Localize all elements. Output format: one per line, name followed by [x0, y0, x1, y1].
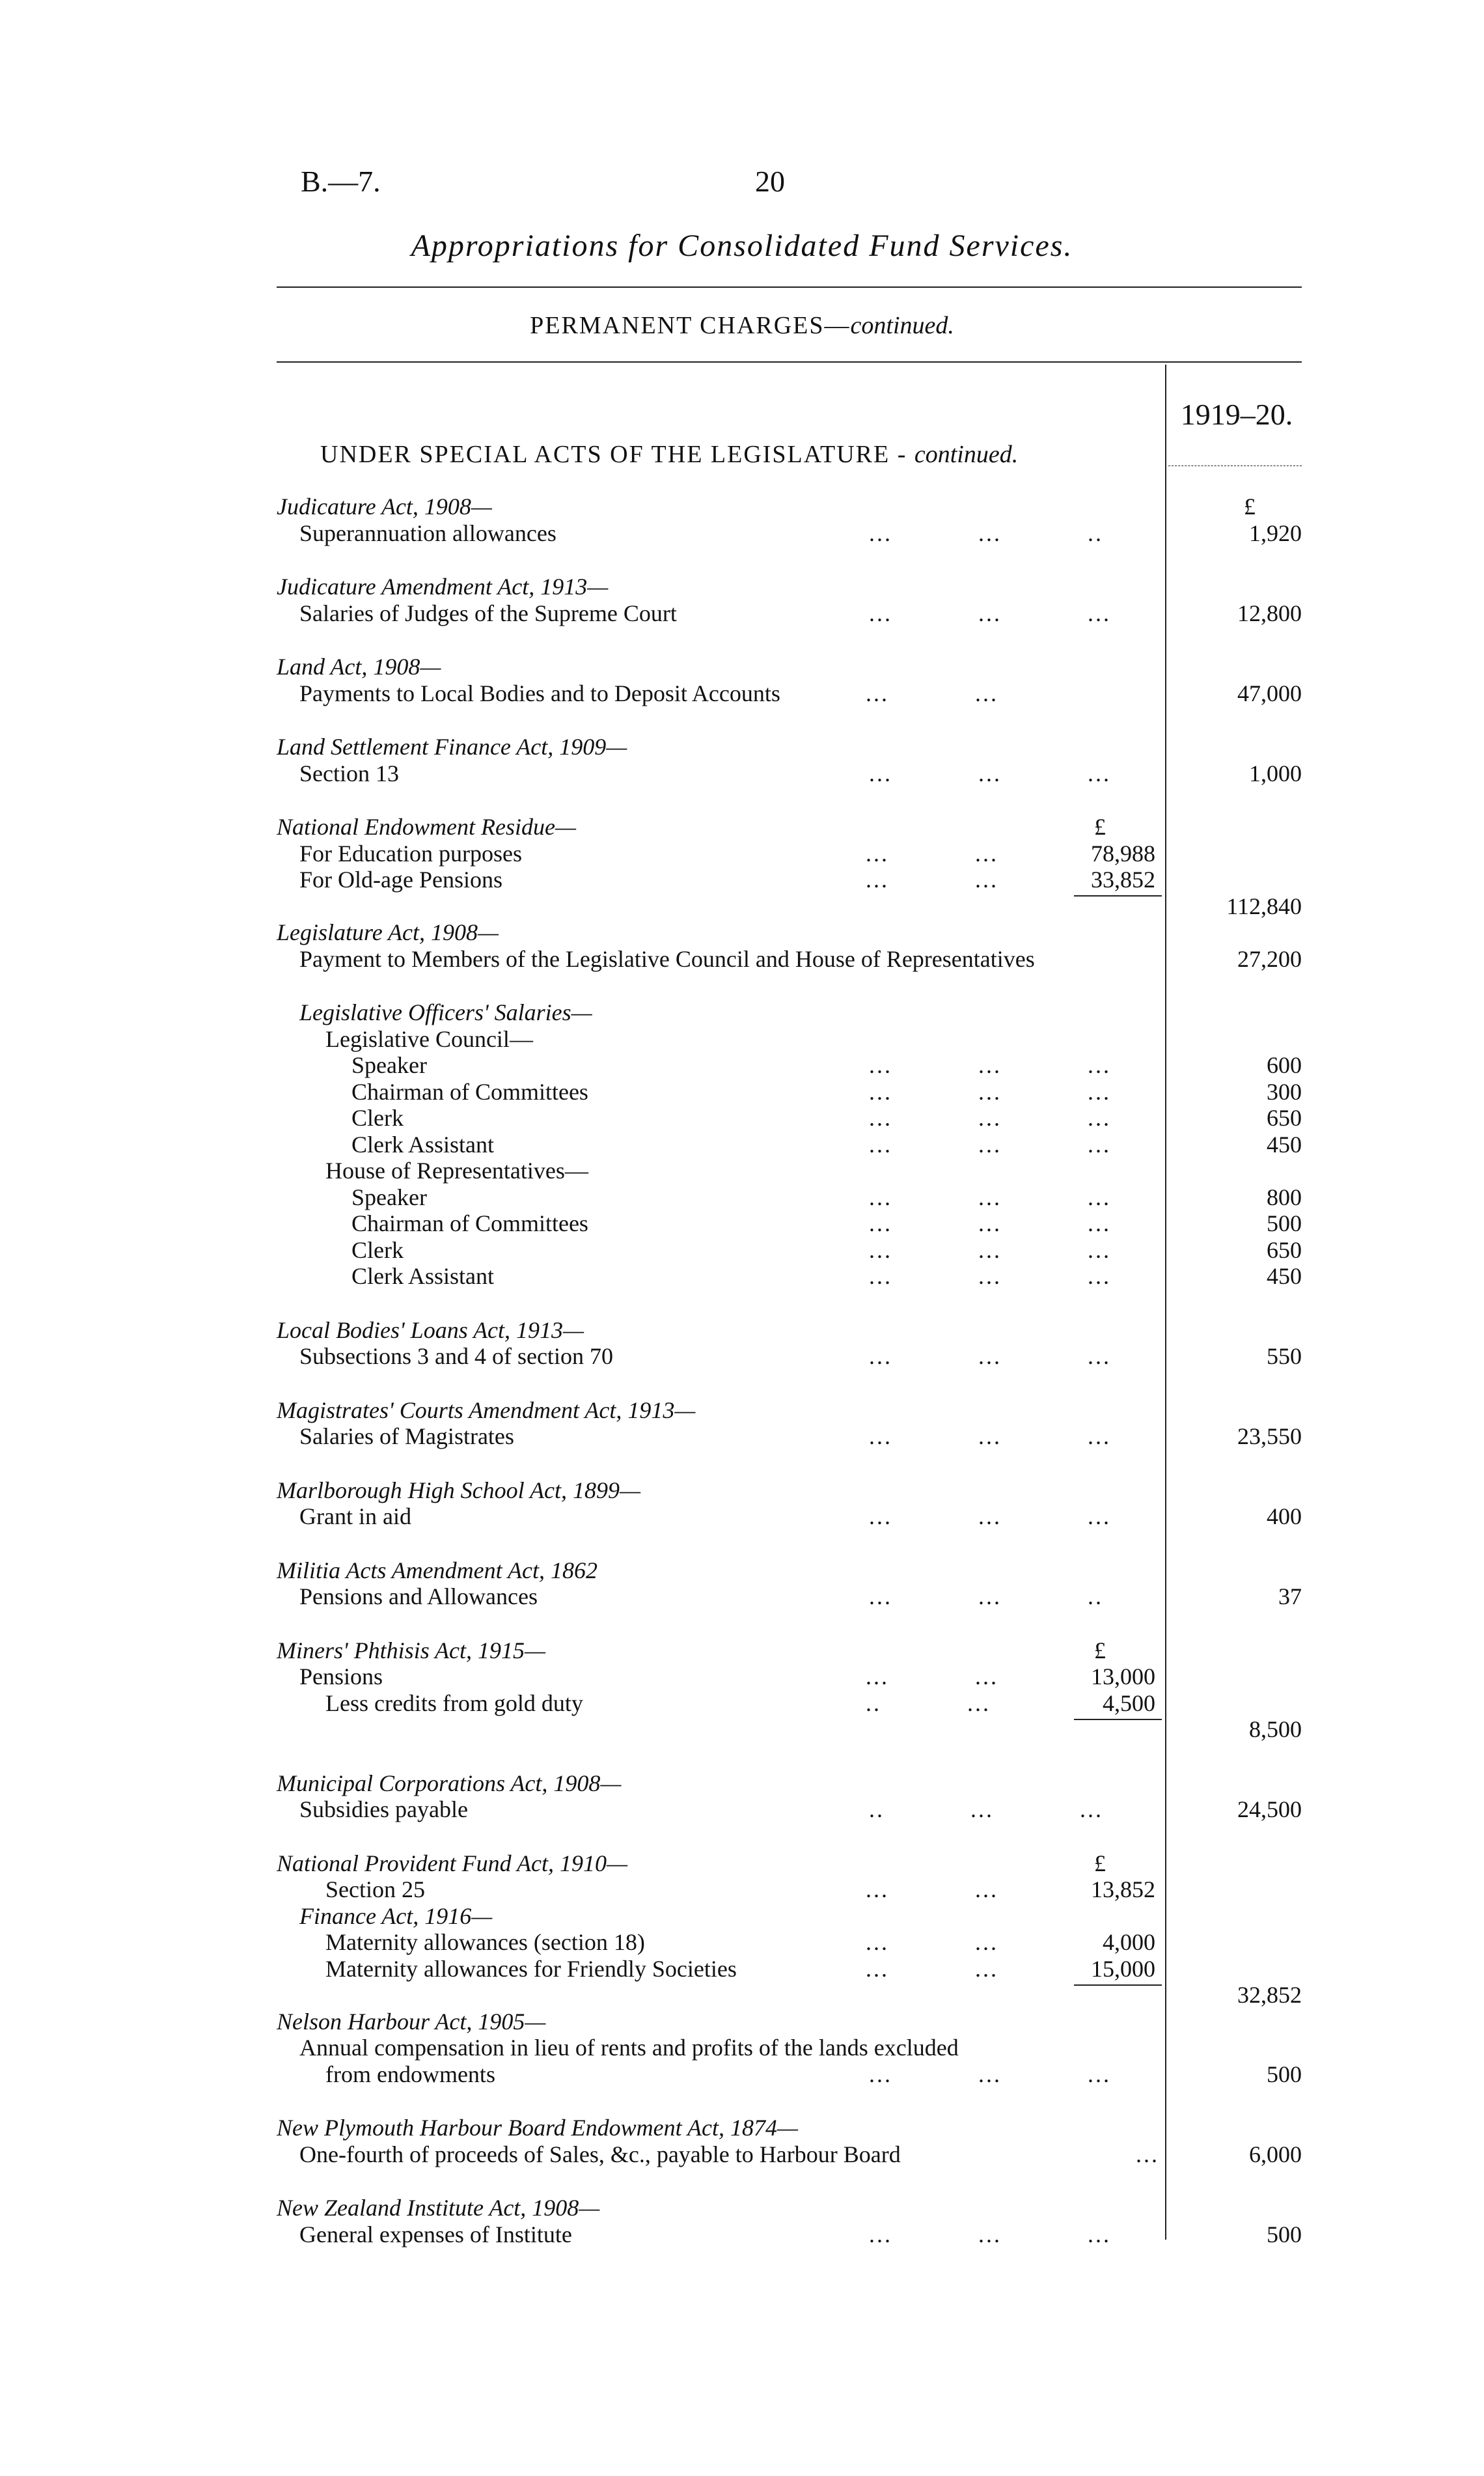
appropriation-amount: 47,000: [1237, 680, 1302, 706]
table-row: [0, 2141, 1302, 2167]
item-label: Clerk Assistant: [351, 1263, 495, 1289]
act-heading: Miners' Phthisis Act, 1915—: [277, 1637, 546, 1663]
subtotal-amount: £: [1094, 1850, 1106, 1876]
item-label: from endowments: [325, 2061, 495, 2087]
table-row: [0, 520, 1302, 546]
appropriation-amount: 32,852: [1237, 1982, 1302, 2008]
leader-dots: ... ... ...: [869, 2061, 1111, 2087]
subtotal-amount: £: [1094, 814, 1106, 840]
table-row: [0, 1903, 1302, 1929]
table-row: [0, 867, 1302, 893]
act-heading: New Zealand Institute Act, 1908—: [277, 2195, 600, 2221]
act-heading: National Endowment Residue—: [277, 814, 576, 840]
appropriation-amount: 24,500: [1237, 1796, 1302, 1822]
table-row: [0, 2221, 1302, 2247]
table-row: [0, 2009, 1302, 2035]
subtotal-amount: 4,000: [1103, 1929, 1155, 1955]
item-label: Salaries of Judges of the Supreme Court: [299, 600, 677, 626]
appropriation-amount: 500: [1267, 2221, 1302, 2247]
appropriation-amount: 450: [1267, 1263, 1302, 1289]
act-heading: Judicature Amendment Act, 1913—: [277, 574, 609, 600]
subtotal-amount: 4,500: [1103, 1690, 1155, 1716]
item-label: For Old-age Pensions: [299, 867, 502, 893]
item-label: Superannuation allowances: [299, 520, 556, 546]
act-heading: Land Settlement Finance Act, 1909—: [277, 734, 627, 760]
table-row: [0, 1982, 1302, 2008]
item-label: Section 25: [325, 1876, 425, 1902]
leader-dots: ... ... ..: [869, 1583, 1103, 1609]
leader-dots: .. ...: [866, 1690, 991, 1716]
item-label: Payments to Local Bodies and to Deposit Accounts: [299, 680, 780, 706]
table-row: [0, 1423, 1302, 1449]
item-label: Salaries of Magistrates: [299, 1423, 514, 1449]
leader-dots: ... ... ...: [869, 1423, 1111, 1449]
table-row: [0, 600, 1302, 626]
table-row: [0, 999, 1302, 1025]
table-row: [0, 1079, 1302, 1105]
table-row: [0, 1663, 1302, 1690]
leader-dots: ... ...: [866, 680, 998, 706]
table-row: [0, 1503, 1302, 1529]
act-heading: National Provident Fund Act, 1910—: [277, 1850, 627, 1876]
table-row: [0, 760, 1302, 786]
appropriation-amount: 300: [1267, 1078, 1302, 1105]
item-label: Maternity allowances for Friendly Societies: [325, 1955, 737, 1982]
subtotal-amount: 13,852: [1091, 1876, 1155, 1902]
table-row: [0, 946, 1302, 972]
leader-dots: ... ...: [866, 1955, 998, 1982]
act-heading: Marlborough High School Act, 1899—: [277, 1477, 640, 1503]
appropriation-amount: 650: [1267, 1236, 1302, 1263]
appropriation-amount: 450: [1267, 1131, 1302, 1158]
appropriation-amount: 12,800: [1237, 600, 1302, 626]
table-row: [0, 1796, 1302, 1822]
item-label: House of Representatives—: [325, 1158, 588, 1184]
table-row: [0, 1317, 1302, 1343]
appropriation-amount: 8,500: [1249, 1716, 1302, 1742]
item-label: Annual compensation in lieu of rents and profits of the lands excluded: [299, 2035, 959, 2061]
act-heading: Nelson Harbour Act, 1905—: [277, 2008, 546, 2035]
subtotal-amount: 33,852: [1091, 867, 1155, 893]
table-row: [0, 1716, 1302, 1742]
page-title: Appropriations for Consolidated Fund Services.: [411, 229, 1073, 263]
leader-dots: ... ...: [866, 1663, 998, 1690]
item-label: Pensions: [299, 1663, 383, 1690]
item-label: Clerk: [351, 1105, 404, 1131]
appropriation-amount: 1,920: [1249, 520, 1302, 546]
subtotal-amount: 15,000: [1091, 1955, 1155, 1982]
appropriation-amount: 23,550: [1237, 1423, 1302, 1449]
table-row: [0, 2195, 1302, 2221]
leader-dots: ... ... ...: [869, 1236, 1111, 1263]
page-number: 20: [755, 165, 785, 198]
section-heading-continued: continued.: [914, 441, 1019, 468]
leader-dots: ... ... ...: [869, 2221, 1111, 2247]
table-row: [0, 1876, 1302, 1902]
table-row: [0, 814, 1302, 840]
year-column-header: 1919–20.: [1180, 398, 1293, 431]
subtitle-continued: continued.: [850, 312, 954, 339]
subtotal-amount: £: [1094, 1637, 1106, 1663]
table-row: [0, 1052, 1302, 1078]
table-row: [0, 1850, 1302, 1876]
table-row: [0, 1956, 1302, 1982]
appropriation-amount: £: [1244, 494, 1256, 520]
item-label: Speaker: [351, 1052, 427, 1078]
table-row: [0, 1583, 1302, 1609]
table-row: [0, 1343, 1302, 1369]
subtotal-amount: 13,000: [1091, 1663, 1155, 1690]
appropriation-amount: 112,840: [1226, 893, 1302, 919]
act-heading: Militia Acts Amendment Act, 1862: [277, 1557, 598, 1583]
act-heading: Local Bodies' Loans Act, 1913—: [277, 1316, 584, 1343]
leader-dots: ... ... ...: [869, 1503, 1111, 1529]
item-label: Section 13: [299, 760, 399, 786]
appropriation-amount: 37: [1278, 1583, 1302, 1609]
leader-dots: ... ... ...: [869, 1184, 1111, 1210]
appropriation-amount: 500: [1267, 1210, 1302, 1236]
item-label: Subsections 3 and 4 of section 70: [299, 1343, 613, 1369]
act-heading: Legislative Officers' Salaries—: [299, 999, 592, 1025]
subtitle-main: PERMANENT CHARGES—: [530, 312, 851, 339]
leader-dots: ... ... ..: [869, 520, 1103, 546]
appropriation-amount: 500: [1267, 2061, 1302, 2087]
item-label: Clerk: [351, 1236, 404, 1263]
table-row: [0, 1477, 1302, 1503]
item-label: Payment to Members of the Legislative Council and House of Representatives: [299, 945, 1035, 972]
act-heading: Land Act, 1908—: [277, 654, 441, 680]
leader-dots: ... ... ...: [869, 1105, 1111, 1131]
leader-dots: ... ... ...: [869, 600, 1111, 626]
table-row: [0, 2115, 1302, 2141]
act-heading: Legislature Act, 1908—: [277, 919, 499, 945]
table-row: [0, 893, 1302, 919]
table-row: [0, 1184, 1302, 1210]
appropriation-amount: 600: [1267, 1052, 1302, 1078]
appropriation-amount: 800: [1267, 1184, 1302, 1210]
act-heading: New Plymouth Harbour Board Endowment Act, 1874—: [277, 2115, 798, 2141]
table-row: [0, 1929, 1302, 1955]
page-ref: B.—7.: [301, 165, 381, 198]
appropriation-amount: 400: [1267, 1503, 1302, 1529]
appropriation-amount: 1,000: [1249, 760, 1302, 786]
table-row: [0, 1637, 1302, 1663]
table-row: [0, 2035, 1302, 2061]
table-row: [0, 1105, 1302, 1131]
leader-dots: ... ... ...: [869, 1210, 1111, 1236]
table-row: [0, 1770, 1302, 1796]
subtotal-amount: 78,988: [1091, 840, 1155, 867]
table-row: [0, 1237, 1302, 1263]
table-row: [0, 1397, 1302, 1423]
table-row: [0, 1132, 1302, 1158]
appropriation-amount: 550: [1267, 1343, 1302, 1369]
act-heading: Magistrates' Courts Amendment Act, 1913—: [277, 1397, 696, 1423]
leader-dots: .. ... ...: [869, 1796, 1103, 1822]
item-label: Less credits from gold duty: [325, 1690, 583, 1716]
leader-dots: ...: [1136, 2141, 1159, 2167]
table-row: [0, 574, 1302, 600]
item-label: Chairman of Committees: [351, 1210, 588, 1236]
act-heading: Municipal Corporations Act, 1908—: [277, 1770, 622, 1796]
item-label: Clerk Assistant: [351, 1131, 495, 1158]
leader-dots: ... ... ...: [869, 1052, 1111, 1078]
appropriation-amount: 27,200: [1237, 945, 1302, 972]
item-label: Legislative Council—: [325, 1025, 533, 1052]
table-row: [0, 1690, 1302, 1716]
leader-dots: ... ... ...: [869, 1131, 1111, 1158]
leader-dots: ... ... ...: [869, 1343, 1111, 1369]
item-label: Grant in aid: [299, 1503, 411, 1529]
act-heading: Judicature Act, 1908—: [277, 494, 492, 520]
table-row: [0, 919, 1302, 945]
item-label: General expenses of Institute: [299, 2221, 572, 2247]
leader-dots: ... ...: [866, 1929, 998, 1955]
act-heading: Finance Act, 1916—: [299, 1902, 493, 1929]
leader-dots: ... ...: [866, 1876, 998, 1902]
table-row: [0, 1158, 1302, 1184]
item-label: For Education purposes: [299, 840, 522, 867]
table-row: [0, 1026, 1302, 1052]
table-row: [0, 494, 1302, 520]
item-label: Maternity allowances (section 18): [325, 1929, 645, 1955]
item-label: Pensions and Allowances: [299, 1583, 538, 1609]
section-heading-main: UNDER SPECIAL ACTS OF THE LEGISLATURE -: [320, 441, 907, 468]
leader-dots: ... ... ...: [869, 1078, 1111, 1105]
leader-dots: ... ... ...: [869, 760, 1111, 786]
table-row: [0, 1263, 1302, 1289]
leader-dots: ... ... ...: [869, 1263, 1111, 1289]
table-row: [0, 841, 1302, 867]
item-label: Speaker: [351, 1184, 427, 1210]
item-label: One-fourth of proceeds of Sales, &c., payable to Harbour Board: [299, 2141, 901, 2167]
table-row: [0, 1210, 1302, 1236]
leader-dots: ... ...: [866, 867, 998, 893]
item-label: Subsidies payable: [299, 1796, 468, 1822]
leader-dots: ... ...: [866, 840, 998, 867]
item-label: Chairman of Committees: [351, 1078, 588, 1105]
table-row: [0, 654, 1302, 680]
appropriation-amount: 650: [1267, 1105, 1302, 1131]
table-row: [0, 2061, 1302, 2087]
table-row: [0, 1557, 1302, 1583]
appropriation-amount: 6,000: [1249, 2141, 1302, 2167]
table-row: [0, 680, 1302, 706]
table-row: [0, 734, 1302, 760]
